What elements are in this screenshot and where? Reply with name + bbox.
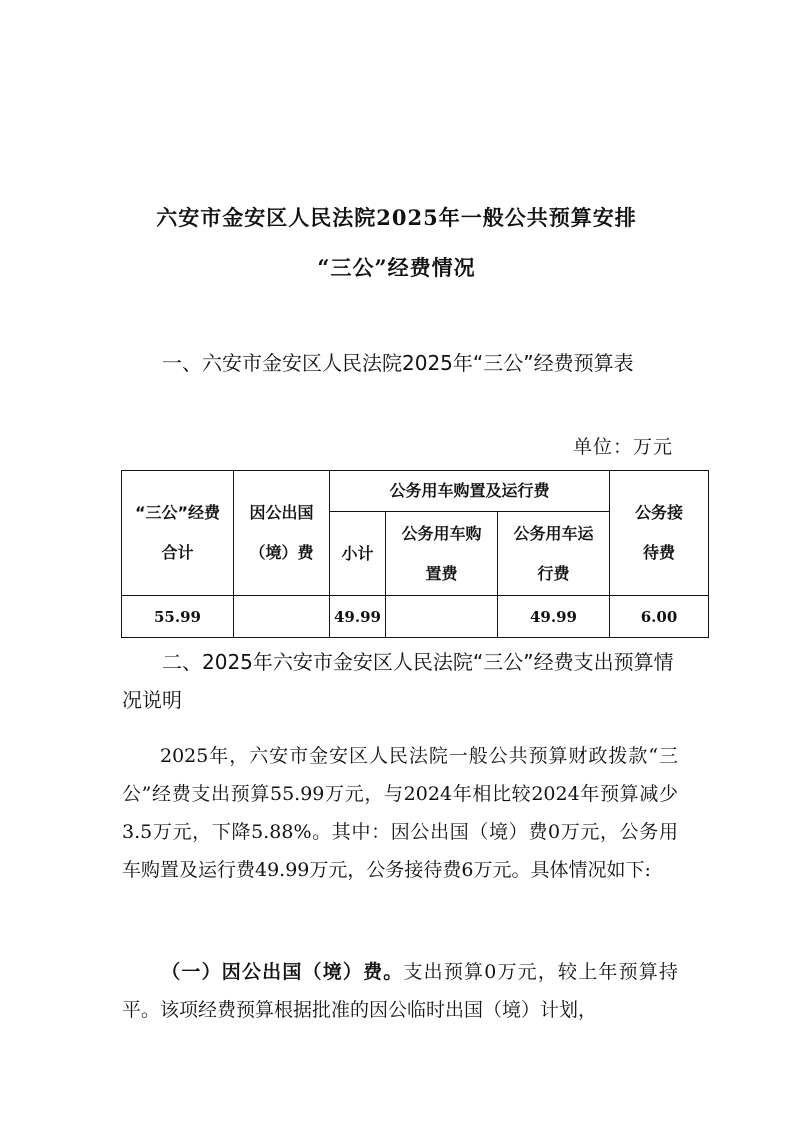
value-total: 55.99 <box>122 596 234 638</box>
header-vehicle-purchase: 公务用车购置费 <box>386 512 498 596</box>
value-reception: 6.00 <box>610 596 709 638</box>
paragraph-abroad-text: 支出预算0万元，较上年预算持平。该项经费预算根据批准的因公临时出国（境）计划， <box>122 961 678 1021</box>
paragraph-abroad <box>122 953 678 1029</box>
header-vehicle-operation: 公务用车运行费 <box>498 512 610 596</box>
unit-label: 单位：万元 <box>572 436 673 458</box>
header-vehicle-group: 公务用车购置及运行费 <box>330 471 610 512</box>
value-abroad <box>234 596 330 638</box>
section-1-heading-text: 一、六安市金安区人民法院2025年“三公”经费预算表 <box>162 351 634 375</box>
header-reception: 公务接待费 <box>610 471 709 596</box>
section-2-heading-text: 二、2025年六安市金安区人民法院“三公”经费支出预算情况说明 <box>122 650 674 712</box>
value-vehicle-operation: 49.99 <box>498 596 610 638</box>
section-1-heading <box>122 344 678 382</box>
paragraph-abroad-heading: （一）因公出国（境）费。 <box>160 961 404 983</box>
document-title-line-1: 六安市金安区人民法院2025年一般公共预算安排 <box>156 205 637 230</box>
value-subtotal: 49.99 <box>330 596 386 638</box>
header-total: “三公”经费合计 <box>122 471 234 596</box>
header-abroad: 因公出国（境）费 <box>234 471 330 596</box>
value-vehicle-purchase <box>386 596 498 638</box>
budget-table <box>121 470 709 638</box>
section-2-heading <box>122 643 678 719</box>
paragraph-summary-text: 2025年，六安市金安区人民法院一般公共预算财政拨款“三公”经费支出预算55.99万元，与2024年相比较2024年预算减少3.5万元，下降5.88%。其中：因公出国（境）费0万元，公务用车购置及运行费49.99万元，公务接待费6万元。具体情况如下: <box>122 745 678 881</box>
header-subtotal: 小计 <box>330 512 386 596</box>
document-title-line-2: “三公”经费情况 <box>317 255 476 280</box>
paragraph-summary <box>122 737 678 889</box>
